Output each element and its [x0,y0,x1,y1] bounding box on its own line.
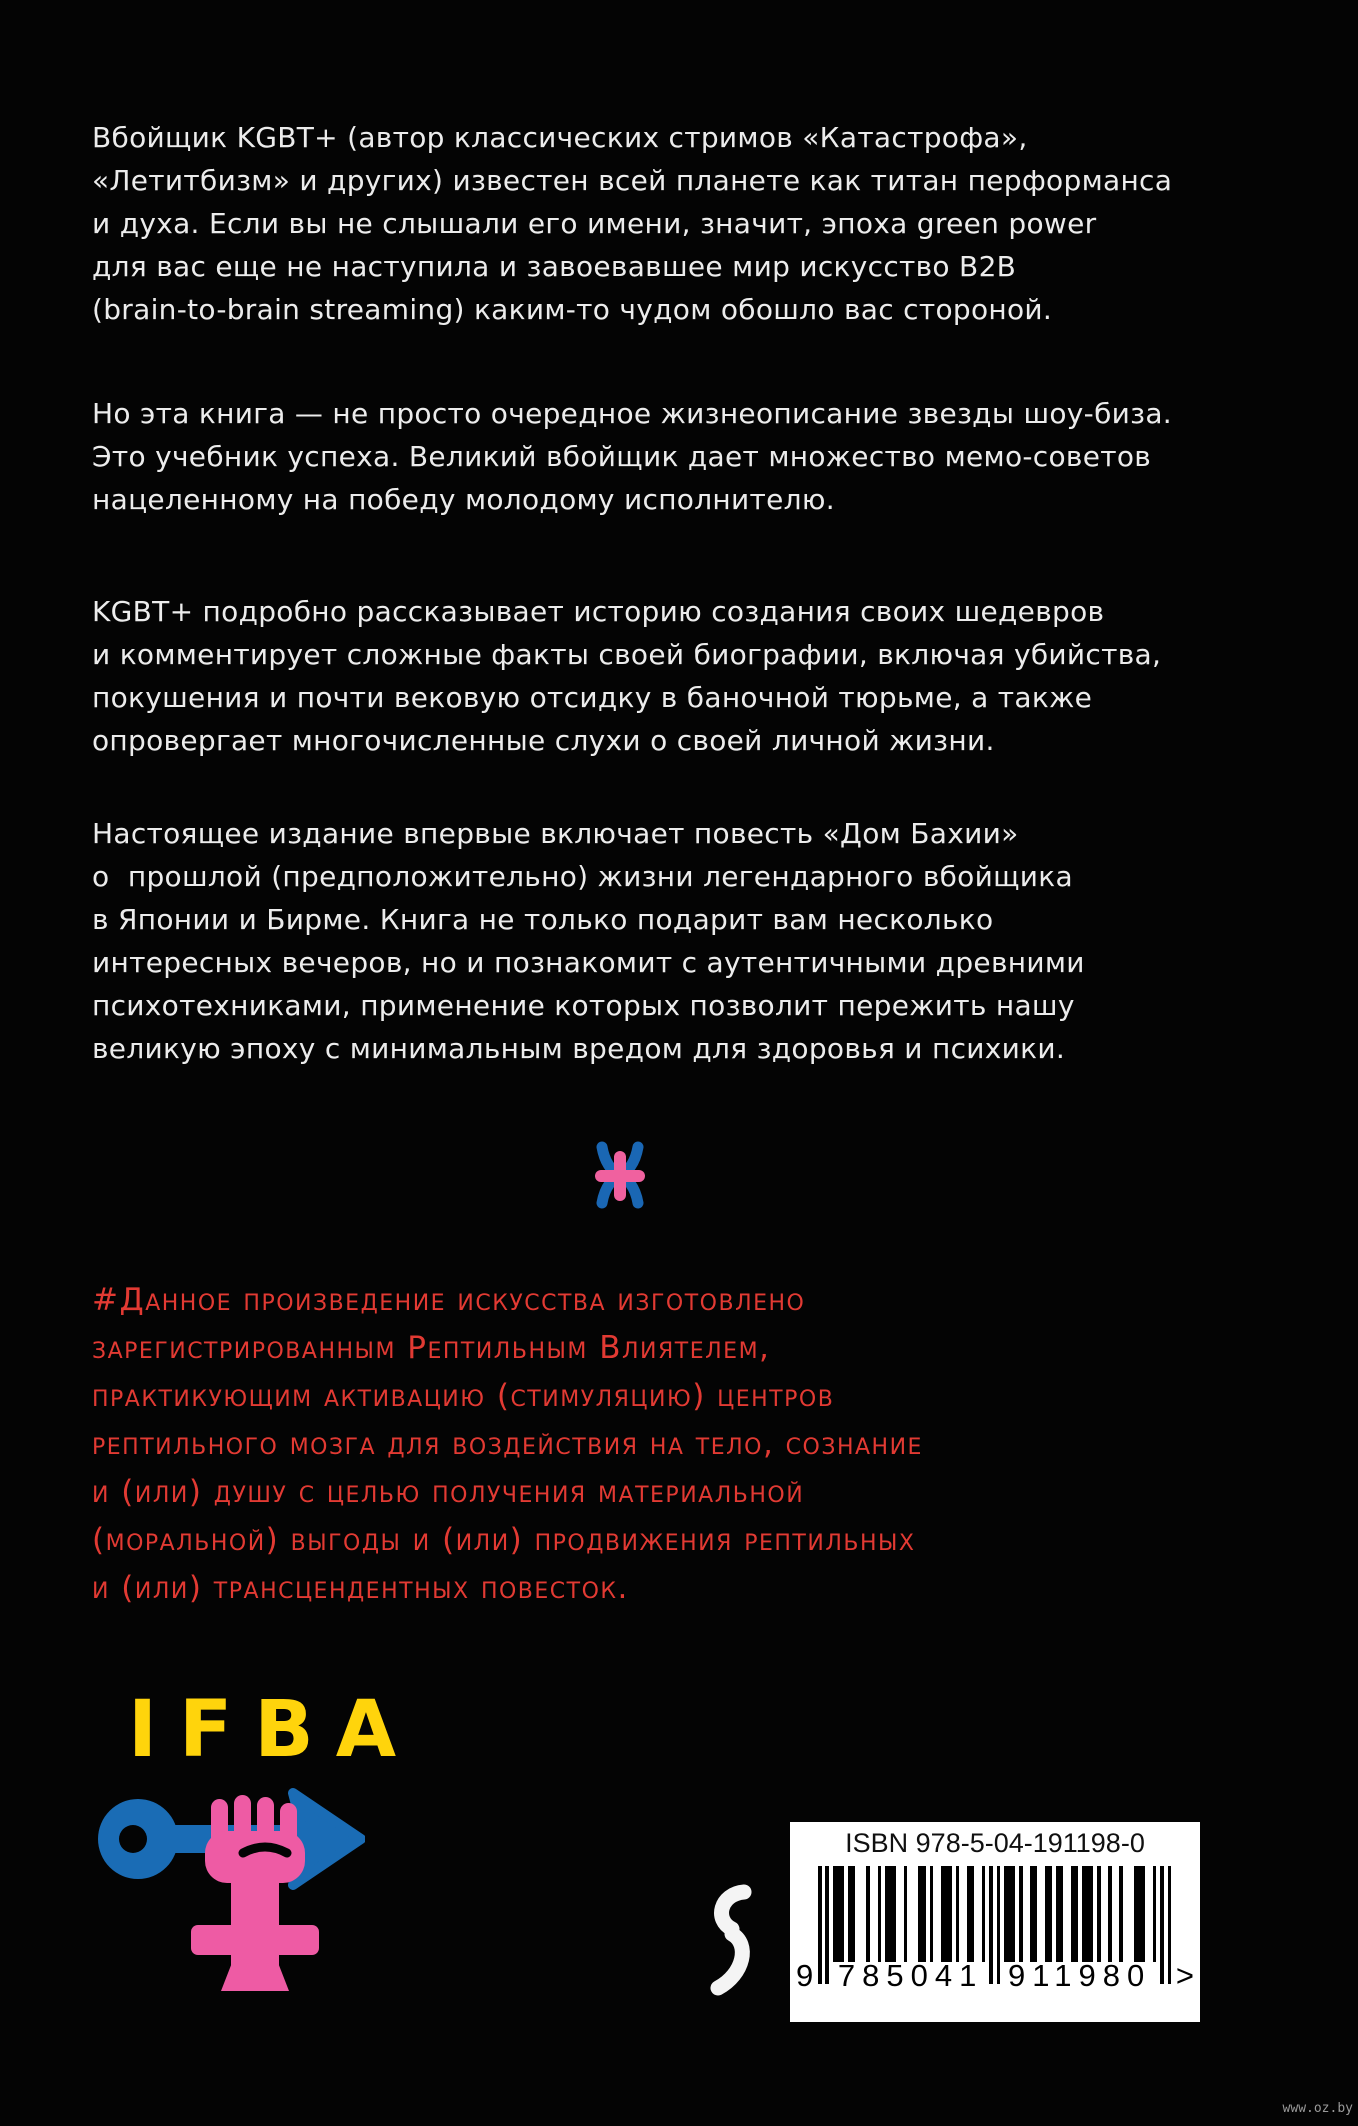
text-line: интересных вечеров, но и познакомит с аутентичными древними [92,946,1085,979]
barcode-digits [796,1958,1194,1994]
isbn-barcode-panel [790,1822,1200,2022]
text-line: (моральной) выгоды и (или) продвижения рептильных [92,1522,916,1558]
blurb-paragraph-1 [92,116,1172,331]
barcode-arrow: > [1175,1958,1194,1993]
isbn-number: ISBN 978-5-04-191198-0 [845,1828,1145,1858]
text-line: и духа. Если вы не слышали его имени, значит, эпоха green power [92,207,1097,240]
blurb-paragraph-2 [92,392,1172,521]
text-line: для вас еще не наступила и завоевавшее мир искусство B2B [92,250,1017,283]
fist-key-arrow-logo-icon [93,1787,365,1991]
text-line: покушения и почти вековую отсидку в баночной тюрьме, а также [92,681,1093,714]
blurb-paragraph-4 [92,812,1085,1070]
text-line: KGBT+ подробно рассказывает историю создания своих шедевров [92,595,1105,628]
text-line: и комментирует сложные факты своей биографии, включая убийства, [92,638,1162,671]
text-line: в Японии и Бирме. Книга не только подарит вам несколько [92,903,994,936]
text-line: нацеленному на победу молодому исполнителю. [92,483,835,516]
asterisk-knot-icon [591,1141,649,1209]
text-line: Вбойщик KGBT+ (автор классических стримов «Катастрофа», [92,121,1028,154]
ifba-logo-text: IFBA [128,1685,419,1775]
text-line: опровергает многочисленные слухи о своей личной жизни. [92,724,995,757]
reptilian-disclaimer-text [92,1276,923,1612]
barcode-digit-left: 9 [796,1958,814,1993]
text-line: «Летитбизм» и других) известен всей планете как титан перформанса [92,164,1173,197]
text-line: о прошлой (предположительно) жизни легендарного вбойщика [92,860,1073,893]
text-line: рептильного мозга для воздействия на тело, сознание [92,1426,923,1462]
text-line: великую эпоху с минимальным вредом для здоровья и психики. [92,1032,1066,1065]
text-line: Это учебник успеха. Великий вбойщик дает множество мемо-советов [92,440,1152,473]
text-line: и (или) трансцендентных повесток. [92,1570,629,1606]
text-line: Настоящее издание впервые включает повесть «Дом Бахии» [92,817,1019,850]
text-line: психотехниками, применение которых позволит пережить нашу [92,989,1075,1022]
barcode-group-2: 911980 [1008,1958,1152,1993]
text-line: (brain-to-brain streaming) каким-то чудом обошло вас стороной. [92,293,1053,326]
text-line: и (или) душу с целью получения материальной [92,1474,805,1510]
text-line: Но эта книга — не просто очередное жизнеописание звезды шоу-биза. [92,397,1172,430]
eksmo-e-logo-icon [698,1882,762,2002]
barcode-group-1: 785041 [837,1958,984,1993]
text-line: практикующим активацию (стимуляцию) центров [92,1378,835,1414]
text-line: зарегистрированным Рептильным Влиятелем, [92,1330,771,1366]
text-line: #Данное произведение искусства изготовлено [92,1282,806,1318]
watermark-url: www.oz.by [1282,2101,1353,2116]
blurb-paragraph-3 [92,590,1161,762]
